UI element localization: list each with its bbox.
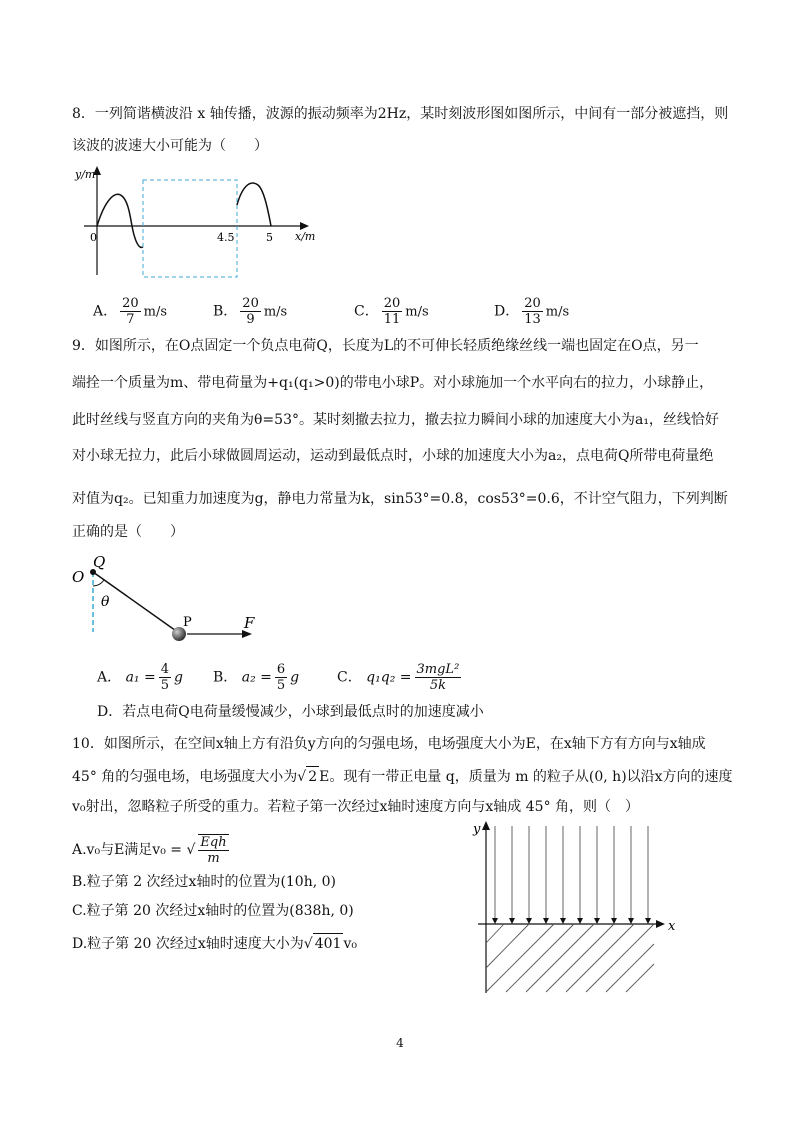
q10-upper-field-arrows xyxy=(492,918,651,924)
q10-y-label: y xyxy=(473,822,481,837)
q8-x-arrow xyxy=(300,222,309,230)
q10-option-c: C.粒子第 20 次经过x轴时的位置为(838h, 0) xyxy=(72,903,354,919)
q10-line-3: v₀射出，忽略粒子所受的重力。若粒子第一次经过x轴时速度方向与x轴成 45° 角，则（ ） xyxy=(72,799,640,815)
q8-line-2: 该波的波速大小可能为（ ） xyxy=(72,138,268,154)
q10-option-b: B.粒子第 2 次经过x轴时的位置为(10h, 0) xyxy=(72,874,337,890)
q8-y-label: y/m xyxy=(75,168,96,181)
q9-angle-arc xyxy=(93,580,104,586)
q8-option-a: A． $\frac{20}{7}$ m/s xyxy=(93,296,168,327)
q10-line-2: 45° 角的匀强电场，电场强度大小为√ 2 E。现有一带正电量 q，质量为 m 的粒子从(0, h)以沿x方向的速度 xyxy=(72,766,733,787)
q8-option-b: B． $\frac{20}{9}$ m/s xyxy=(213,296,288,327)
q9-label-theta: θ xyxy=(101,594,110,610)
q8-wave-figure xyxy=(70,165,330,285)
q9-line-4: 对小球无拉力，此后小球做圆周运动，运动到最低点时，小球的加速度大小为a₂，点电荷Q所带电荷量绝 xyxy=(72,448,714,464)
q9-option-a: A． a₁ = $\frac{4}{5}$ g xyxy=(97,662,183,693)
q9-line-6: 正确的是（ ） xyxy=(72,524,184,540)
q10-x-label: x xyxy=(668,919,676,934)
q8-origin-label: 0 xyxy=(90,231,97,244)
q9-label-o: O xyxy=(72,568,85,586)
q8-wave-right xyxy=(237,183,271,226)
q10-lower-field-lines xyxy=(486,924,654,992)
q10-field-figure xyxy=(468,818,688,998)
q8-option-d: D． $\frac{20}{13}$ m/s xyxy=(494,296,570,327)
q8-occlusion-box xyxy=(143,180,237,277)
q10-y-arrow xyxy=(482,821,490,830)
q8-option-c: C． $\frac{20}{11}$ m/s xyxy=(354,296,429,327)
page-number: 4 xyxy=(396,1036,404,1050)
q9-option-c: C． q₁q₂ = $\frac{\text{3mgL²}}{5k}$ xyxy=(337,662,460,693)
q9-label-q: Q xyxy=(93,553,106,571)
q8-tick-45: 4.5 xyxy=(217,231,235,244)
q9-option-b: B． a₂ = $\frac{6}{5}$ g xyxy=(213,662,300,693)
q9-line-3: 此时丝线与竖直方向的夹角为θ=53°。某时刻撤去拉力，撤去拉力瞬间小球的加速度大小为a₁，丝线恰好 xyxy=(72,412,719,428)
q10-upper-field-lines xyxy=(495,826,648,921)
q8-wave-left xyxy=(97,194,143,247)
q9-label-p: P xyxy=(183,615,192,630)
q9-line-5: 对值为q₂。已知重力加速度为g，静电力常量为k，sin53°=0.8，cos53°=0.6，不计空气阻力，下列判断 xyxy=(72,491,728,507)
q9-label-f: F xyxy=(244,614,255,632)
q8-x-label: x/m xyxy=(295,230,316,243)
q10-line-1: 10．如图所示，在空间x轴上方有沿负y方向的匀强电场，电场强度大小为E，在x轴下方有方向与x轴成 xyxy=(72,736,706,752)
q10-x-arrow xyxy=(656,920,665,928)
q9-pendulum-figure xyxy=(70,550,270,650)
q8-tick-5: 5 xyxy=(266,231,273,244)
q10-option-d: D.粒子第 20 次经过x轴时速度大小为√ 401 v₀ xyxy=(72,933,357,954)
q9-line-1: 9．如图所示，在O点固定一个负点电荷Q，长度为L的不可伸长轻质绝缘丝线一端也固定在O点，另一 xyxy=(72,338,699,354)
q8-line-1: 8．一列简谐横波沿 x 轴传播，波源的振动频率为2Hz，某时刻波形图如图所示，中间有一部分被遮挡，则 xyxy=(72,106,729,122)
q10-option-a: A.v₀与E满足v₀ = √ $\frac{\text{Eqh}}{m}$ xyxy=(72,835,227,866)
q9-option-d: D．若点电荷Q电荷量缓慢减少，小球到最低点时的加速度减小 xyxy=(97,704,484,720)
q9-line-2: 端拴一个质量为m、带电荷量为+q₁(q₁>0)的带电小球P。对小球施加一个水平向右的拉力，小球静止， xyxy=(72,375,714,391)
